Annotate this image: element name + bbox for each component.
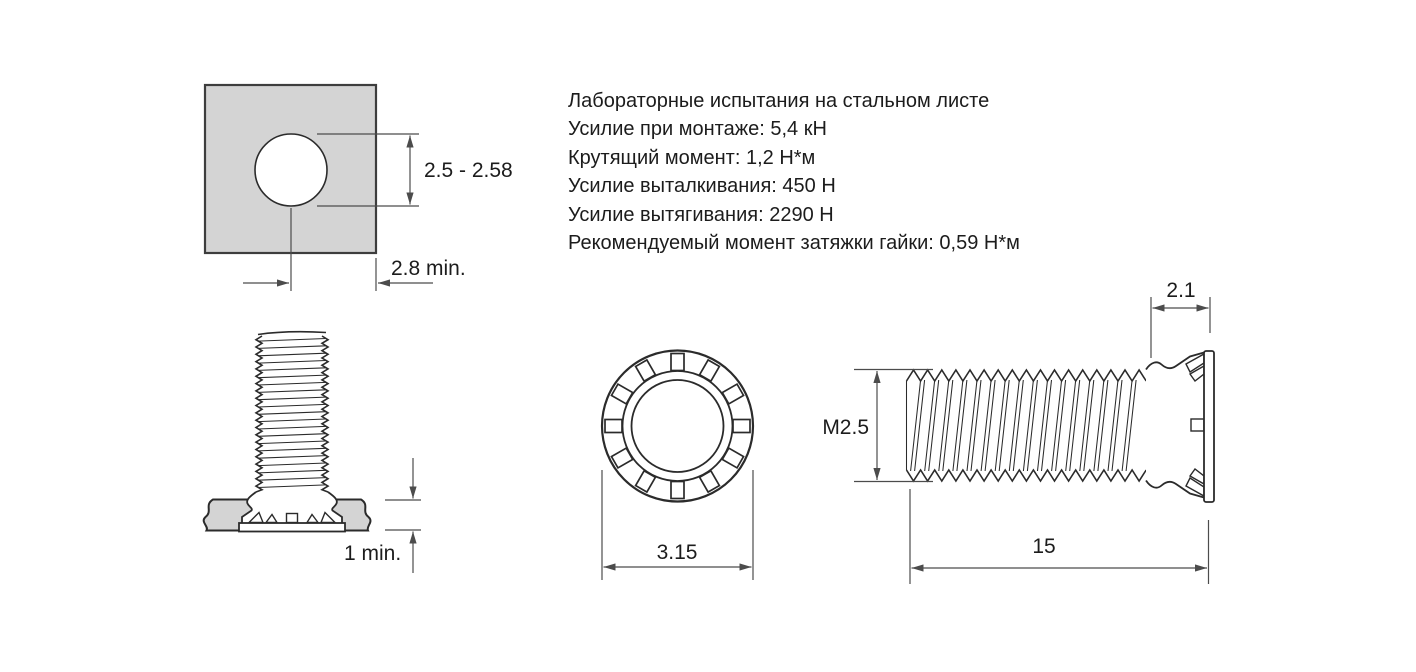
flange-side xyxy=(1204,351,1214,502)
stud-side-view xyxy=(822,279,1214,584)
edge-distance-label: 2.8 min. xyxy=(391,257,466,280)
hole-diameter-label: 2.5 - 2.58 xyxy=(424,159,513,182)
installed-stud-view xyxy=(204,331,421,573)
spec-line-pushout-force: Усилие выталкивания: 450 Н xyxy=(568,175,836,198)
head-height-label: 2.1 xyxy=(1166,279,1196,302)
shank-circle xyxy=(632,380,724,472)
thread-length-label: 15 xyxy=(1032,535,1056,558)
spec-line-torque: Крутящий момент: 1,2 Н*м xyxy=(568,146,816,169)
spec-line-nut-torque: Рекомендуемый момент затяжки гайки: 0,59 Н*м xyxy=(568,232,1020,255)
thread-length-dimension xyxy=(910,489,1209,584)
sheet-thickness-label: 1 min. xyxy=(344,542,402,565)
stud-body-fill xyxy=(907,370,1147,481)
head-top-view xyxy=(602,351,753,581)
flange-base xyxy=(239,523,345,532)
mounting-hole xyxy=(255,134,327,206)
spec-line-pullout-force: Усилие вытягивания: 2290 Н xyxy=(568,203,834,226)
flange-diameter-label: 3.15 xyxy=(656,541,698,564)
mounting-hole-view xyxy=(205,85,513,291)
spec-line-mounting-force: Усилие при монтаже: 5,4 кН xyxy=(568,118,827,141)
thread-size-label: M2.5 xyxy=(822,416,869,439)
specs-title: Лабораторные испытания на стальном листе xyxy=(568,90,990,112)
head-height-dimension xyxy=(1151,279,1210,358)
